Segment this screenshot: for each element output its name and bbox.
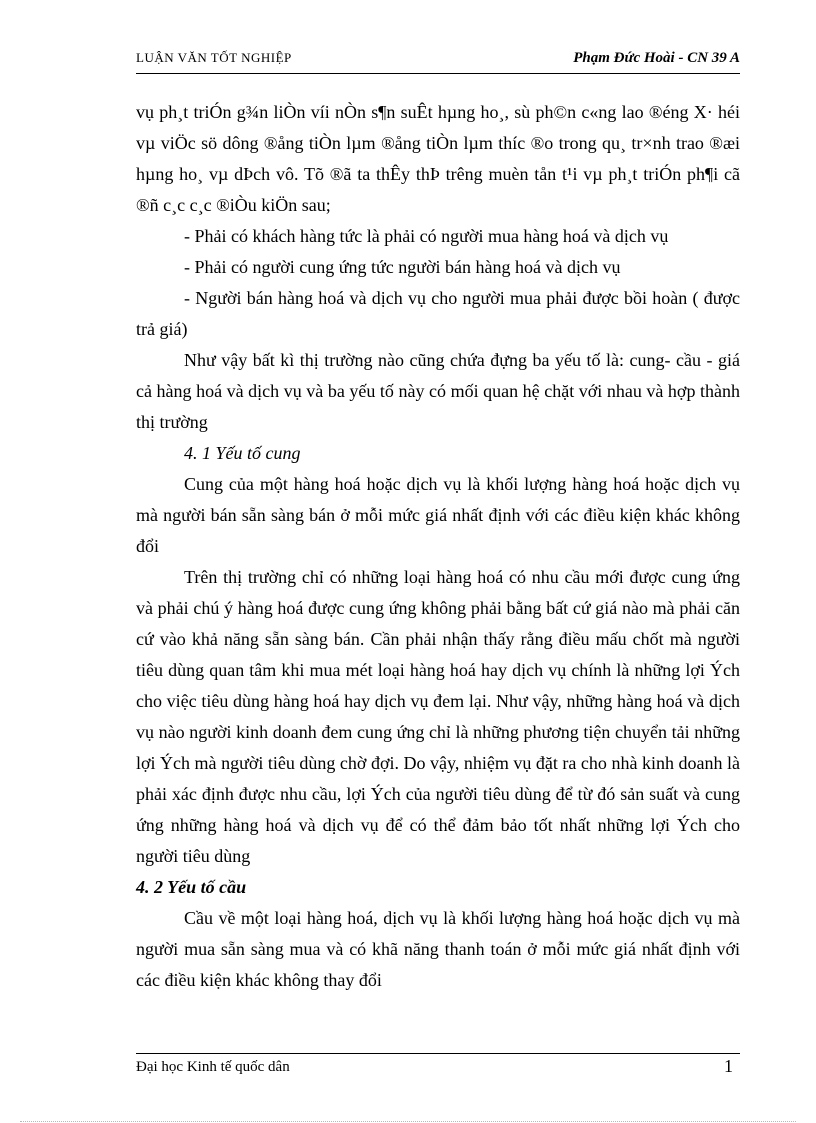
paragraph: Cầu về một loại hàng hoá, dịch vụ là khối lượng hàng hoá hoặc dịch vụ mà người mua sẵn sàng mua và có khã năng thanh toán ở mỗi mức giá nhất định với các điều kiện khác không thay đổi (136, 908, 740, 990)
paragraph: Cung của một hàng hoá hoặc dịch vụ là khối lượng hàng hoá hoặc dịch vụ mà người bán sẵn sàng bán ở mỗi mức giá nhất định với các điều kiện khác không đổi (136, 474, 740, 556)
page-body (136, 97, 740, 996)
header-rule (136, 73, 740, 74)
list-item: - Phải có người cung ứng tức người bán hàng hoá và dịch vụ (184, 257, 621, 277)
author-label: Phạm Đức Hoài - CN 39 A (573, 50, 740, 66)
list-item: - Phải có khách hàng tức là phải có người mua hàng hoá và dịch vụ (184, 226, 669, 246)
page-number: 1 (724, 1056, 733, 1076)
page-header (136, 50, 740, 70)
page-edge (20, 1121, 796, 1122)
paragraph: Như vậy bất kì thị trường nào cũng chứa đựng ba yếu tố là: cung- cầu - giá cả hàng hoá và dịch vụ và ba yếu tố này có mối quan hệ chặt với nhau và hợp thành thị trường (136, 350, 740, 432)
paragraph: Trên thị trường chỉ có những loại hàng hoá có nhu cầu mới được cung ứng và phải chú ý hàng hoá được cung ứng không phải bằng bất cứ giá nào mà phải căn cứ vào khả năng sẵn sàng bán. Cần phải nhận thấy rằng điều mấu chốt mà người tiêu dùng quan tâm khi mua mét loại hàng hoá hay dịch vụ chính là những lợi Ých cho việc tiêu dùng hàng hoá hay dịch vụ đem lại. Như vậy, những hàng hoá và dịch vụ nào người kinh doanh đem cung ứng chỉ là những phương tiện chuyển tải những lợi Ých mà người tiêu dùng chờ đợi. Do vậy, nhiệm vụ đặt ra cho nhà kinh doanh là phải xác định được nhu cầu, lợi Ých của người tiêu dùng để từ đó sản suất và cung ứng những hàng hoá và dịch vụ để có thể đảm bảo tốt nhất những lợi Ých cho người tiêu dùng (136, 567, 740, 866)
list-item: - Người bán hàng hoá và dịch vụ cho người mua phải được bồi hoàn ( được trả giá) (136, 288, 740, 339)
section-heading-demand: 4. 2 Yếu tố cầu (136, 877, 247, 897)
university-name: Đại học Kinh tế quốc dân (136, 1059, 290, 1075)
thesis-label: LUẬN VĂN TỐT NGHIỆP (136, 50, 292, 65)
paragraph: vụ ph¸t triÓn g¾n liÒn víi nÒn s¶n suÊt hµng ho¸, sù ph©n c«ng lao ®éng X· héi vµ viÖc sö dông ®ång tiÒn lµm ®ång tiÒn lµm thíc ®o trong qu¸ tr×nh trao ®æi hµng ho¸ vµ dÞch vô. Tõ ®ã ta thÊy thÞ trêng muèn tån t¹i vµ ph¸t triÓn ph¶i cã ®ñ c¸c c¸c ®iÒu kiÖn sau; (136, 102, 740, 215)
subsection-heading-supply: 4. 1 Yếu tố cung (184, 443, 301, 463)
footer-rule (136, 1053, 740, 1054)
